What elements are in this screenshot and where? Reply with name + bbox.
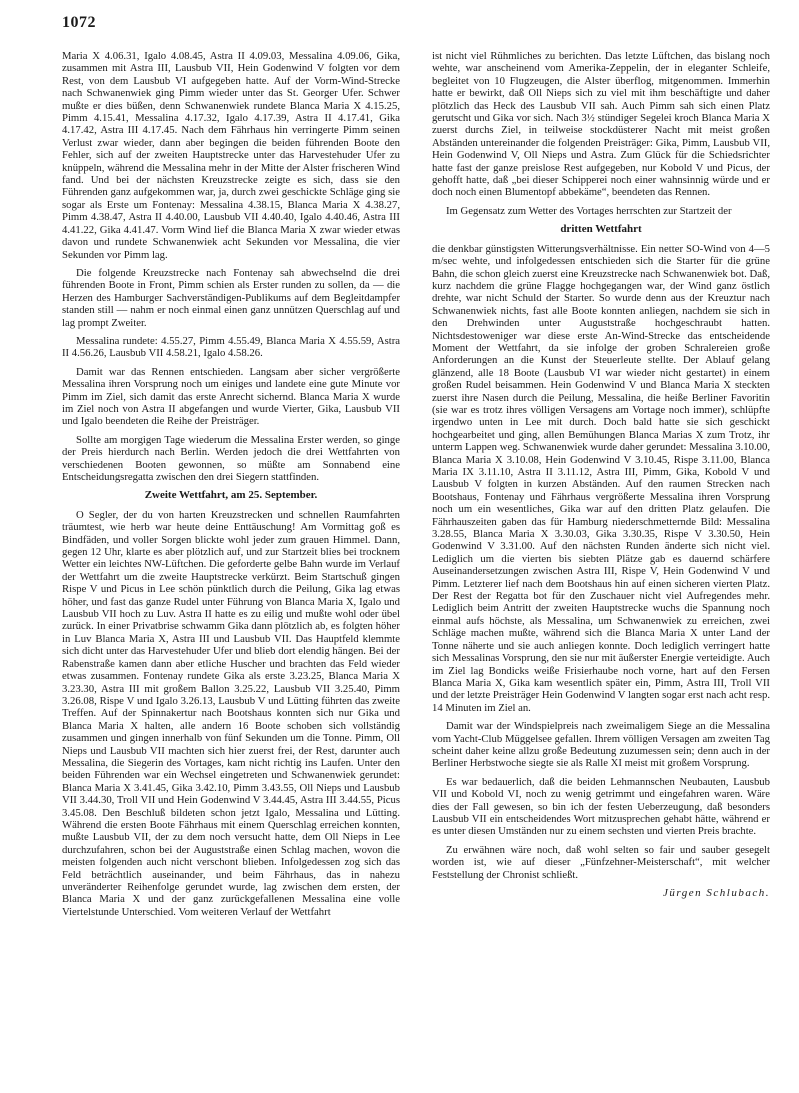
paragraph: Es war bedauerlich, daß die beiden Lehmannschen Neubauten, Lausbub VII und Kobold VI, noch zu wenig getrimmt und eingefahren waren. Wäre dies der Fall gewesen, so bin ich der festen Ueberzeugung, daß besonders Lausbub VII ein entscheidendes Wort mitzusprechen gehabt hätte, während er es unter diesen Umständen nur zu einem sechsten und vierten Preis brachte. (432, 775, 770, 838)
paragraph: Damit war das Rennen entschieden. Langsam aber sicher vergrößerte Messalina ihren Vorsprung noch um einiges und landete eine gute Minute vor Pimm im Ziel, sich damit das erste Anrecht sichernd. Blanca Maria X wurde im Ziel noch von Astra II abgefangen und wurde Vierter, Gika, Lausbub VII und Igalo beendeten die Reihe der Preisträger. (62, 365, 400, 428)
right-column (432, 50, 770, 899)
paragraph: Damit war der Windspielpreis nach zweimaligem Siege an die Messalina vom Yacht-Club Müggelsee gefallen. Ihrem völligen Versagen am zweiten Tag scheint daher keine allzu große Bedeutung zuzumessen sein; denn auch in der Berliner Herbstwoche siegte sie als Ralle XI meist mit großem Vorsprung. (432, 720, 770, 770)
paragraph: Maria X 4.06.31, Igalo 4.08.45, Astra II 4.09.03, Messalina 4.09.06, Gika, zusammen mit Astra III, Lausbub VII, Hein Godenwind V folgten vor dem Rest, von dem Lausbub VI aufgegeben hatte. Auf der Vorm-Wind-Strecke nach Schwanenwiek ging Pimm wieder unter das St. Georger Ufer. Schwer mußte er dies büßen, denn Schwanenwiek rundete Blanca Maria X 4.15.25, Pimm 4.15.41, Messalina 4.17.32, Igalo 4.17.39, Astra II 4.17.41, Gika 4.17.42, Astra III 4.17.45. Nach dem Fährhaus hin verringerte Pimm seinen Verlust zwar wieder, dann aber begingen die beiden führenden Boote den Fehler, sich auf der zweiten Hauptstrecke unter das Harvestehuder Ufer zu knüppeln, während die Messalina mehr in der Mitte der Alster frischeren Wind fand. Und bei der nächsten Kreuzstrecke zeigte es sich, dass sie den Führenden ganz aufgekommen war, ja, durch zwei geschickte Schläge ging sie sogar als Erste um Fontenay: Messalina 4.38.15, Blanca Maria X 4.38.27, Pimm 4.38.47, Astra II 4.40.00, Lausbub VII 4.40.40, Igalo 4.40.46, Astra III 4.41.22, Gika 4.41.47. Vorm Wind lief die Blanca Maria X zwar wieder etwas davon und rundete Schwanenwiek acht Sekunden vor Messalina, die vier Sekunden vor Pimm lag. (62, 50, 400, 261)
paragraph: Im Gegensatz zum Wetter des Vortages herrschten zur Startzeit der (446, 204, 732, 217)
section-heading: dritten Wettfahrt (560, 223, 642, 236)
paragraph: O Segler, der du von harten Kreuzstrecken und schnellen Raumfahrten träumtest, wie herb war heute deine Enttäuschung! Am Vormittag goß es Bindfäden, und voller Sorgen blickte wohl jeder zum grauen Himmel. Dann, gegen 12 Uhr, klarte es aber plötzlich auf, und zur Startzeit blies bei trocknem Wetter ein leichtes NW-Lüftchen. Die geforderte gelbe Bahn wurde im Verlauf der Wettfahrt um die zweite Hauptstrecke verkürzt. Beim Startschuß gingen Rispe V und Picus in Lee schön pünktlich durch die Peilung, Gika lag etwas höher, und fast das ganze Rudel unter Führung von Blanca Maria X, Igalo und Lausbub VII hoch zu Luv. Astra II hatte es zu eilig und mußte wohl oder übel zurück. In einer Privatbrise schwamm Gika dann plötzlich ab, es folgten höher in Luv Blanca Maria X, Astra III und Lausbub VII. Das Hauptfeld klemmte sich dicht unter das Harvestehuder Ufer und blieb dort elendig hängen. Bei der Rabenstraße kamen dann aber etliche Huscher und brachten das Feld wieder etwas zusammen. Fontenay rundete Gika als erste 3.23.25, Blanca Maria X 3.23.30, Astra III mit großem Ballon 3.25.22, Lausbub VII 3.25.40, Pimm 3.26.08, Rispe V und Igalo 3.26.13, Lausbub V und Lütting führten das zweite Treffen. Auf der Spinnakertur nach Bootshaus konnten sich nur Gika und Blanca Maria X halten, alle andern 16 Boote schoben sich vollständig zusammen und gingen innerhalb von fünf Sekunden um die Tonne. Pimm, Oll Nieps und Lausbub VII machten sich hier zuerst frei, der Rest, darunter auch Messalina, die Siegerin des Vortages, kam nicht richtig ins Laufen. Unter den beiden Führenden war ein Wechsel eingetreten und Schwanenwiek gerundet: Blanca Maria X 3.41.45, Gika 3.42.10, Pimm 3.43.55, Oll Nieps und Lausbub VII 3.44.30, Troll VII und Hein Godenwind V 3.44.45, Astra III 3.44.55, Picus 3.45.08. Den Beschluß bildeten schon jetzt Igalo, Messalina und Lütting. Während die ersten Boote Fährhaus mit einem Querschlag erreichen konnten, mußte Lausbub VII, der zu dem noch versucht hatte, dem Oll Nieps in Lee durchzufahren, schon bei der Auguststraße einen Schlag machen, wovon die meisten folgenden auch nicht verschont blieben. Infolgedessen zog sich das Feld beträchtlich auseinander, und beim Fährhaus, das in nahezu unveränderter Reihenfolge gerundet wurde, lag zwischen dem ersten, der Blanca Maria X und der ganz zurückgefallenen Messalina eine volle Viertelstunde Unterschied. Vom weiteren Verlauf der Wettfahrt (62, 508, 400, 918)
paragraph: Sollte am morgigen Tage wiederum die Messalina Erster werden, so ginge der Preis hierdurch nach Berlin. Werden jedoch die drei Wettfahrten von verschiedenen Booten gewonnen, so müßte am Sonnabend eine Entscheidungsregatta zwischen den drei Siegern stattfinden. (62, 433, 400, 483)
paragraph: Messalina rundete: 4.55.27, Pimm 4.55.49, Blanca Maria X 4.55.59, Astra II 4.56.26, Lausbub VII 4.58.21, Igalo 4.58.26. (62, 334, 400, 360)
section-heading: Zweite Wettfahrt, am 25. September. (144, 489, 318, 502)
author-signature: Jürgen Schlubach. (663, 887, 770, 899)
paragraph: ist nicht viel Rühmliches zu berichten. Das letzte Lüftchen, das bislang noch wehte, war anscheinend vom Amerika-Zeppelin, der in eleganter Schleife, begleitet von 10 Flugzeugen, die Alster überflog, mitgenommen. Immerhin hatte er bewirkt, daß Oll Nieps sich zu viel mit ihm beschäftigte und daher plötzlich das Heck des Lausbub VII sah. Auch Pimm sah sich einen Platz gerutscht und Gika vor sich. Nach 3½ stündiger Segelei kroch Blanca Maria X zuerst durchs Ziel, in teilweise stockdüsterer Nacht mit meist großen Abständen untereinander die folgenden Preisträger: Gika, Pimm, Lausbub VII, Hein Godenwind V, Oll Nieps und Astra. Zum Glück für die Schiedsrichter hatte fast der ganze preislose Rest aufgegeben, nur Kobold V und Picus, der gehofft hatte, daß „bei dieser Schipperei noch einer wahnsinnig würde und er doch noch einen Blumentopf abbekäme“, beendeten das Rennen. (432, 50, 770, 199)
paragraph: Zu erwähnen wäre noch, daß wohl selten so fair und sauber gesegelt worden ist, wie auf dieser „Fünfzehner-Meisterschaft“, mit welcher Feststellung der Chronist schließt. (432, 843, 770, 881)
paragraph: die denkbar günstigsten Witterungsverhältnisse. Ein netter SO-Wind von 4—5 m/sec wehte, und infolgedessen entschieden sich die Starter für die grüne Bahn, die schon gleich zuerst eine Kreuzstrecke nach Schwanenwiek bot. Daß, kurz nachdem die grüne Flagge hochgegangen war, der Wind ganz östlich drehte, war nicht Schuld der Starter. So wurde denn aus der Kreuztur nach Schwanenwiek nichts, fast alle Boote konnten anliegen, nachdem sie sich in den Drehwinden unter Auguststraße hochgeschraubt hatten. Nichtsdestoweniger war diese erste An-Wind-Strecke das entscheidende Moment der Wettfahrt, da sie infolge der groben Schralereien große Anforderungen an die Kunst der Steuerleute stellte. Der Ablauf gelang glänzend, alle 18 Boote (Lausbub VI war wieder nicht gestartet) in einem großen Rudel beisammen. Hein Godenwind V und Blanca Maria X steckten zuerst ihre Nasen durch die Peilung, Messalina, die heiße Berliner Favoritin (sie war es trotz ihres völligen Versagens am Vortage noch immer), schlüpfte irgendwo unten in Lee mit durch. Doch bald hatte sie sich geschickt hochgearbeitet und ging, allen Bemühungen Blanca Marias X zum Trotz, ihr unterm Lappen weg. Schwanenwiek wurde daher gerundet: Messalina 3.10.00, Blanca Maria X 3.10.08, Hein Godenwind V 3.10.45, Rispe 3.11.00, Blanca Maria IX 3.11.10, Astra II 3.11.12, Astra III, Pimm, Gika, Kobold V und Lausbub V folgten in kurzen Abständen. Auf den raumen Strecken nach Bootshaus, Fontenay und Fährhaus vergrößerte Messalina ihren Vorsprung noch um ein wesentliches, Gika war auf den dritten Platz gelaufen. Die Fährhauszeiten gaben das für Hamburg niederschmetternde Bild: Messalina 3.28.55, Blanca Maria X 3.30.03, Gika 3.30.35, Rispe V 3.30.50, Hein Godenwind V 3.31.00. Auf den nächsten Runden änderte sich nicht viel. Lediglich um die vierten bis siebten Plätze gab es dauernd schärfere Auseinandersetzungen zwischen Astra III, Rispe V, Hein Godenwind V und Pimm. Letzterer lief nach dem Bootshaus hin auf einen sicheren vierten Platz. Der Rest der Regatta bot für den Zuschauer nicht viel Aufregendes mehr. Lediglich beim Antritt der zweiten Hauptstrecke wuchs die Spannung noch einmal aufs höchste, als Messalina, um Schwanenwiek zu erreichen, zwei Schläge machen mußte, während sich die Blanca Maria X unter Land der Tonne näherte und sie auch anliegen konnte. Doch lediglich verringert hatte sich Messalinas Vorsprung, den sie nur mit äußerster Energie verteidigte. Auch im Ziel lag Bondicks weiße Frisierhaube noch vorne, hart auf den Fersen Blanca Maria X, Gika kam wesentlich später ein, Pimm, Astra III, Troll VII und der letzte Preisträger Hein Godenwind V langten sogar erst nach acht resp. 14 Minuten im Ziel an. (432, 242, 770, 714)
left-column (62, 50, 400, 924)
page-number: 1072 (62, 14, 96, 31)
paragraph: Die folgende Kreuzstrecke nach Fontenay sah abwechselnd die drei führenden Boote in Front, Pimm schien als Erster runden zu sollen, da — die Herzen des Hamburger Sachverständigen-Publikums auf dem Begleitdampfer standen still — nahm er noch einmal einen ganz unnützen Querschlag auf und lag prompt Zweiter. (62, 266, 400, 329)
